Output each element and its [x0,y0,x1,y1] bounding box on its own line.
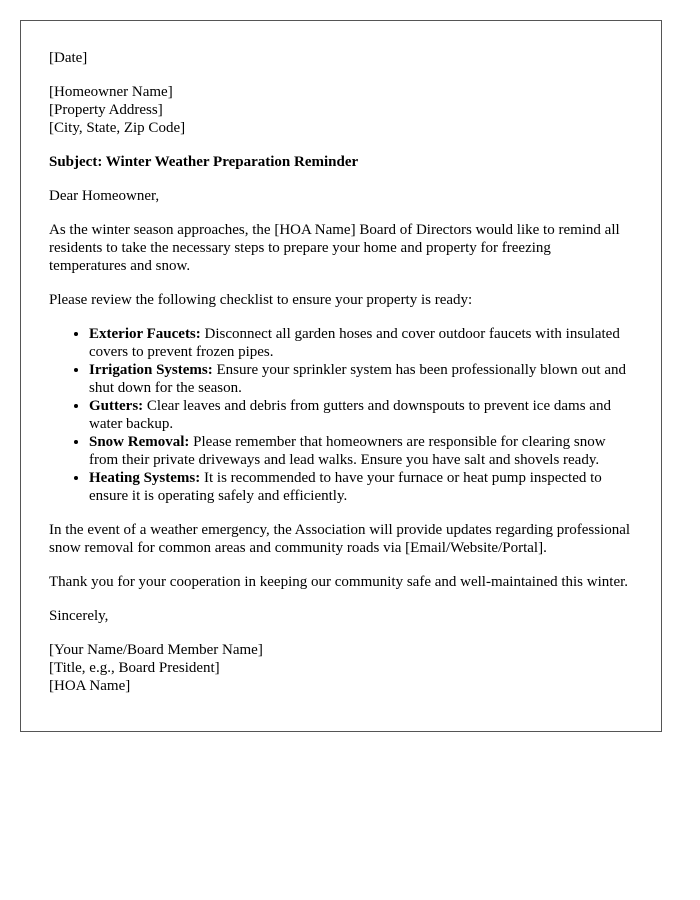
item-text: Clear leaves and debris from gutters and downspouts to prevent ice dams and water backup. [89,398,611,432]
item-title: Gutters: [89,398,144,414]
recipient-address: [Property Address] [49,102,163,118]
closing: Sincerely, [49,608,109,624]
item-title: Heating Systems: [89,470,201,486]
list-item [89,361,632,397]
thanks-paragraph: Thank you for your cooperation in keeping our community safe and well-maintained this winter. [49,574,629,590]
date: [Date] [49,50,88,66]
item-text: Disconnect all garden hoses and cover outdoor faucets with insulated covers to prevent frozen pipes. [89,326,620,360]
checklist-intro: Please review the following checklist to ensure your property is ready: [49,292,473,308]
item-title: Irrigation Systems: [89,362,213,378]
signature-block [49,641,632,695]
signer-title: [Title, e.g., Board President] [49,660,220,676]
item-text: It is recommended to have your furnace or heat pump inspected to ensure it is operating safely and efficiently. [89,470,602,504]
recipient-city: [City, State, Zip Code] [49,120,186,136]
intro-paragraph: As the winter season approaches, the [HOA Name] Board of Directors would like to remind all residents to take the necessary steps to prepare your home and property for freezing temperatures and snow. [49,222,620,274]
item-text: Please remember that homeowners are responsible for clearing snow from their private driveways and lead walks. Ensure you have salt and shovels ready. [89,434,606,468]
signer-org: [HOA Name] [49,678,131,694]
letter [20,20,662,732]
item-text: Ensure your sprinkler system has been professionally blown out and shut down for the season. [89,362,627,396]
emergency-paragraph: In the event of a weather emergency, the Association will provide updates regarding professional snow removal for common areas and community roads via [Email/Website/Portal]. [49,522,631,556]
item-title: Exterior Faucets: [89,326,201,342]
list-item [89,469,632,505]
list-item [89,397,632,433]
salutation: Dear Homeowner, [49,188,160,204]
list-item [89,325,632,361]
recipient-name: [Homeowner Name] [49,84,173,100]
signer-name: [Your Name/Board Member Name] [49,642,263,658]
subject-line: Subject: Winter Weather Preparation Reminder [49,154,359,170]
item-title: Snow Removal: [89,434,190,450]
checklist [49,325,632,505]
recipient-block [49,83,632,137]
list-item [89,433,632,469]
